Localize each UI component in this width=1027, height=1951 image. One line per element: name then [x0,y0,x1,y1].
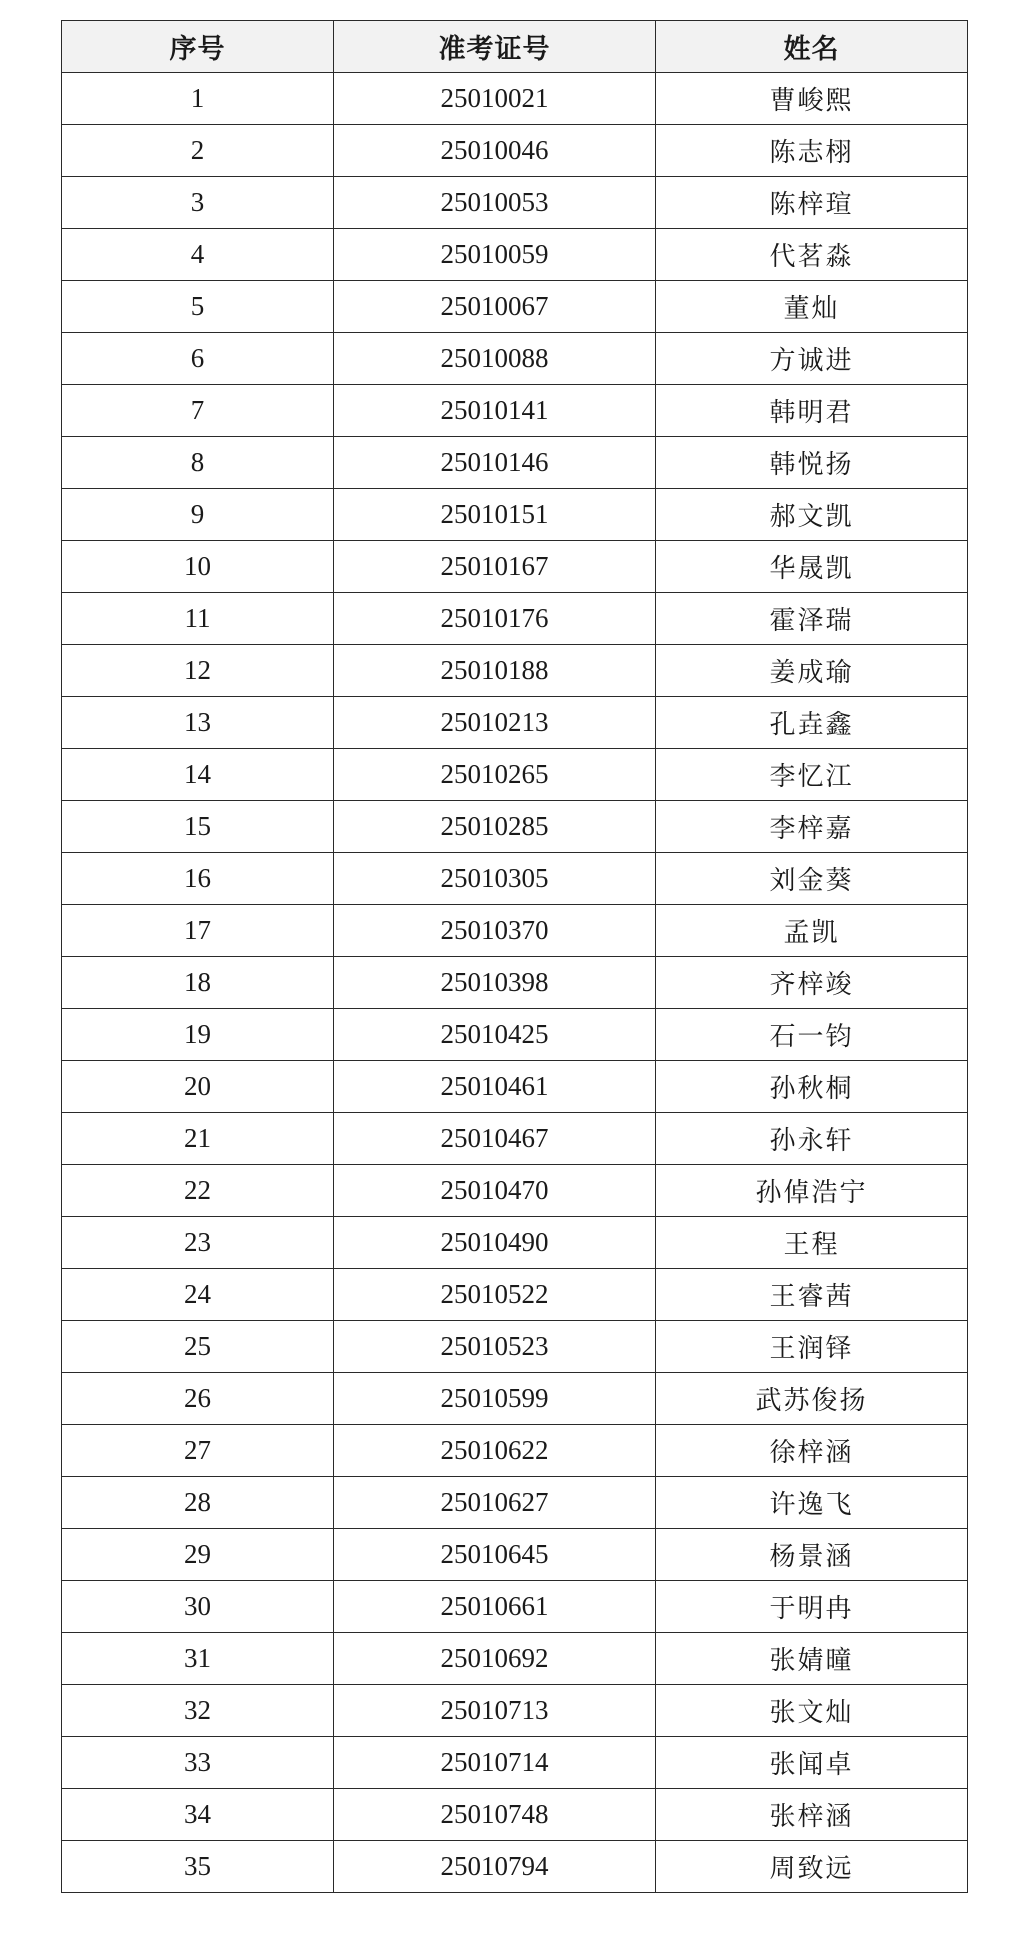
student-name-cell: 姜成瑜 [656,645,968,697]
table-body [62,73,968,1893]
row-index-cell: 15 [62,801,334,853]
column-header-name: 姓名 [656,21,968,73]
student-name-cell: 孙秋桐 [656,1061,968,1113]
student-name-cell: 郝文凯 [656,489,968,541]
table-row [62,1217,968,1269]
student-name-cell: 石一钧 [656,1009,968,1061]
row-index-cell: 19 [62,1009,334,1061]
student-name-cell: 王润铎 [656,1321,968,1373]
column-header-index: 序号 [62,21,334,73]
table-row [62,1789,968,1841]
table-row [62,1321,968,1373]
student-name-cell: 李忆江 [656,749,968,801]
student-name-cell: 曹峻熙 [656,73,968,125]
exam-id-cell: 25010398 [334,957,656,1009]
table-row [62,73,968,125]
table-row [62,1685,968,1737]
row-index-cell: 32 [62,1685,334,1737]
student-name-cell: 代茗淼 [656,229,968,281]
row-index-cell: 17 [62,905,334,957]
row-index-cell: 5 [62,281,334,333]
student-name-cell: 齐梓竣 [656,957,968,1009]
table-row [62,1165,968,1217]
table-row [62,281,968,333]
exam-id-cell: 25010067 [334,281,656,333]
table-row [62,1737,968,1789]
header-row [62,21,968,73]
student-name-cell: 王睿茜 [656,1269,968,1321]
row-index-cell: 33 [62,1737,334,1789]
row-index-cell: 13 [62,697,334,749]
student-name-cell: 韩明君 [656,385,968,437]
row-index-cell: 23 [62,1217,334,1269]
student-name-cell: 陈梓瑄 [656,177,968,229]
table-row [62,1009,968,1061]
student-name-cell: 孙倬浩宁 [656,1165,968,1217]
exam-id-cell: 25010188 [334,645,656,697]
table-row [62,853,968,905]
exam-id-cell: 25010748 [334,1789,656,1841]
exam-id-cell: 25010305 [334,853,656,905]
exam-id-cell: 25010167 [334,541,656,593]
row-index-cell: 7 [62,385,334,437]
student-name-cell: 许逸飞 [656,1477,968,1529]
row-index-cell: 4 [62,229,334,281]
table-row [62,333,968,385]
exam-id-cell: 25010645 [334,1529,656,1581]
row-index-cell: 35 [62,1841,334,1893]
student-name-cell: 华晟凯 [656,541,968,593]
exam-id-cell: 25010053 [334,177,656,229]
column-header-exam-id: 准考证号 [334,21,656,73]
row-index-cell: 9 [62,489,334,541]
table-header [62,21,968,73]
student-name-cell: 张闻卓 [656,1737,968,1789]
table-row [62,229,968,281]
exam-id-cell: 25010046 [334,125,656,177]
table-row [62,1061,968,1113]
exam-id-cell: 25010661 [334,1581,656,1633]
exam-id-cell: 25010285 [334,801,656,853]
exam-id-cell: 25010265 [334,749,656,801]
table-row [62,801,968,853]
student-name-cell: 方诚进 [656,333,968,385]
row-index-cell: 10 [62,541,334,593]
table-row [62,437,968,489]
table-row [62,749,968,801]
student-name-cell: 于明冉 [656,1581,968,1633]
exam-id-cell: 25010794 [334,1841,656,1893]
student-name-cell: 杨景涵 [656,1529,968,1581]
table-row [62,645,968,697]
table-row [62,489,968,541]
exam-id-cell: 25010622 [334,1425,656,1477]
row-index-cell: 20 [62,1061,334,1113]
table-row [62,1113,968,1165]
exam-id-cell: 25010461 [334,1061,656,1113]
exam-id-cell: 25010021 [334,73,656,125]
row-index-cell: 8 [62,437,334,489]
row-index-cell: 29 [62,1529,334,1581]
student-name-cell: 徐梓涵 [656,1425,968,1477]
row-index-cell: 26 [62,1373,334,1425]
table-row [62,1581,968,1633]
exam-id-cell: 25010151 [334,489,656,541]
student-name-cell: 王程 [656,1217,968,1269]
row-index-cell: 12 [62,645,334,697]
student-name-cell: 孟凯 [656,905,968,957]
table-row [62,125,968,177]
exam-id-cell: 25010425 [334,1009,656,1061]
roster-table-container [61,20,967,1893]
exam-id-cell: 25010213 [334,697,656,749]
exam-id-cell: 25010713 [334,1685,656,1737]
row-index-cell: 21 [62,1113,334,1165]
student-name-cell: 张婧曈 [656,1633,968,1685]
table-row [62,957,968,1009]
row-index-cell: 14 [62,749,334,801]
row-index-cell: 24 [62,1269,334,1321]
row-index-cell: 11 [62,593,334,645]
row-index-cell: 30 [62,1581,334,1633]
exam-id-cell: 25010176 [334,593,656,645]
row-index-cell: 16 [62,853,334,905]
exam-id-cell: 25010141 [334,385,656,437]
table-row [62,1269,968,1321]
exam-id-cell: 25010692 [334,1633,656,1685]
student-name-cell: 刘金葵 [656,853,968,905]
row-index-cell: 1 [62,73,334,125]
row-index-cell: 22 [62,1165,334,1217]
row-index-cell: 6 [62,333,334,385]
exam-id-cell: 25010523 [334,1321,656,1373]
row-index-cell: 28 [62,1477,334,1529]
exam-id-cell: 25010146 [334,437,656,489]
exam-id-cell: 25010059 [334,229,656,281]
exam-id-cell: 25010470 [334,1165,656,1217]
exam-id-cell: 25010627 [334,1477,656,1529]
student-name-cell: 张文灿 [656,1685,968,1737]
table-row [62,385,968,437]
row-index-cell: 27 [62,1425,334,1477]
student-name-cell: 韩悦扬 [656,437,968,489]
table-row [62,1477,968,1529]
student-name-cell: 孙永轩 [656,1113,968,1165]
exam-id-cell: 25010714 [334,1737,656,1789]
table-row [62,1529,968,1581]
table-row [62,1841,968,1893]
exam-id-cell: 25010490 [334,1217,656,1269]
student-name-cell: 周致远 [656,1841,968,1893]
exam-id-cell: 25010467 [334,1113,656,1165]
table-row [62,593,968,645]
exam-id-cell: 25010522 [334,1269,656,1321]
table-row [62,541,968,593]
table-row [62,177,968,229]
table-row [62,1373,968,1425]
exam-id-cell: 25010599 [334,1373,656,1425]
table-row [62,697,968,749]
student-name-cell: 武苏俊扬 [656,1373,968,1425]
table-row [62,905,968,957]
student-name-cell: 霍泽瑞 [656,593,968,645]
table-row [62,1633,968,1685]
exam-id-cell: 25010088 [334,333,656,385]
student-name-cell: 李梓嘉 [656,801,968,853]
student-name-cell: 董灿 [656,281,968,333]
row-index-cell: 2 [62,125,334,177]
exam-id-cell: 25010370 [334,905,656,957]
student-name-cell: 陈志栩 [656,125,968,177]
student-name-cell: 孔垚鑫 [656,697,968,749]
table-row [62,1425,968,1477]
roster-table [61,20,968,1893]
student-name-cell: 张梓涵 [656,1789,968,1841]
row-index-cell: 3 [62,177,334,229]
row-index-cell: 31 [62,1633,334,1685]
row-index-cell: 25 [62,1321,334,1373]
row-index-cell: 34 [62,1789,334,1841]
row-index-cell: 18 [62,957,334,1009]
